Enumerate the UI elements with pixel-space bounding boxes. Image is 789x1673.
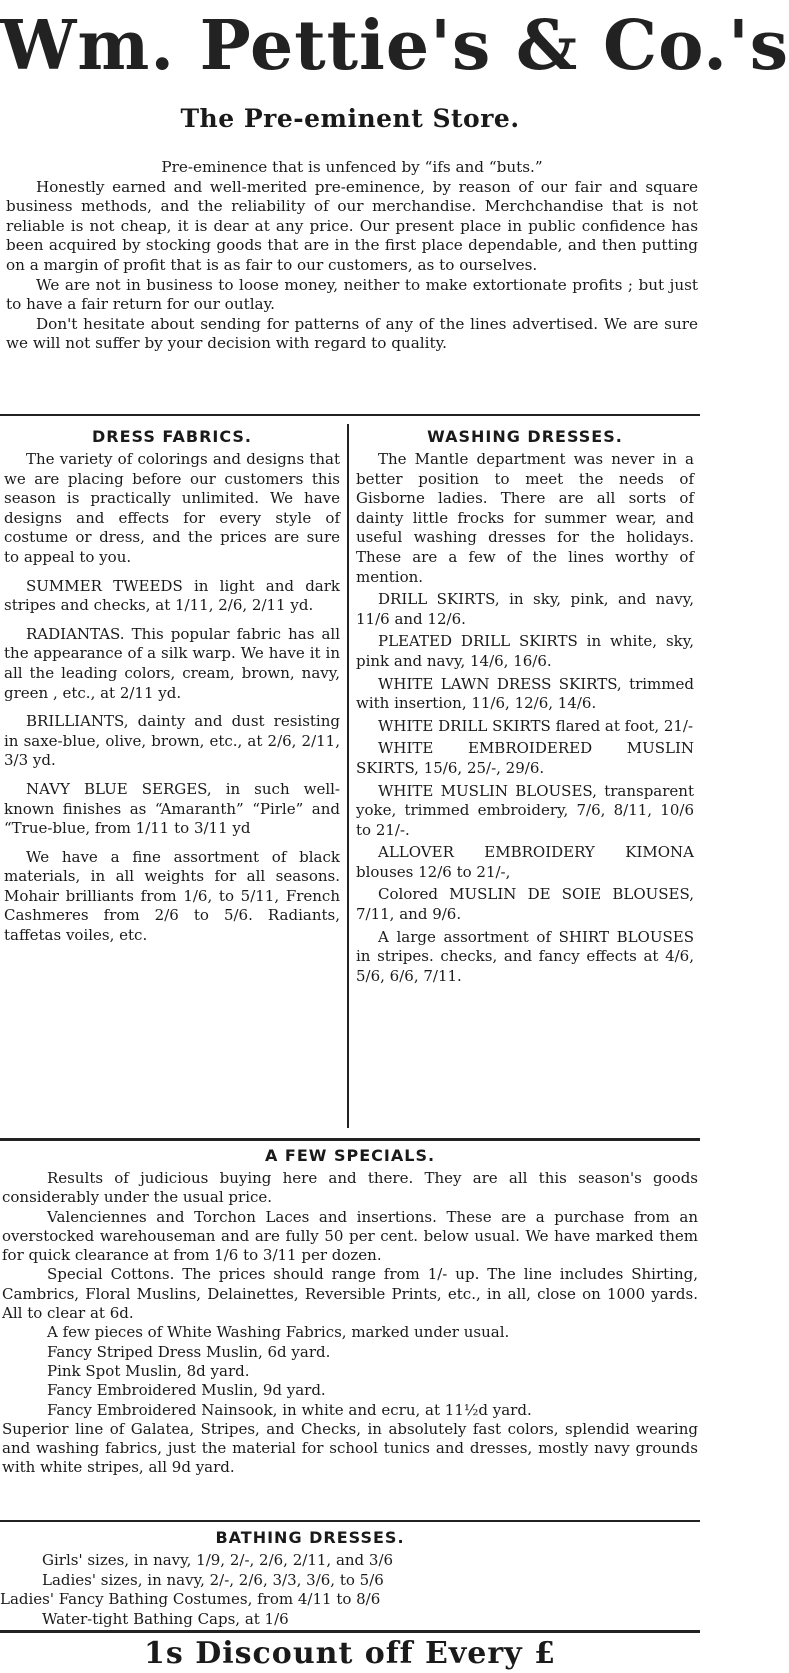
specials-paragraph: Special Cottons. The prices should range from 1/- up. The line includes Shirting, Cambrics, Floral Muslins, Delainettes, Reversible Prints, etc., in all, close on 1000 yards. All to clear at 6d. — [2, 1265, 698, 1323]
radiantas-item: RADIANTAS. This popular fabric has all the appearance of a silk warp. We have it in all the leading colors, cream, brown, navy, green , etc., at 2/11 yd. — [4, 624, 340, 702]
washing-dresses-heading: WASHING DRESSES. — [427, 427, 623, 446]
embroidered-skirts-item: WHITE EMBROIDERED MUSLIN SKIRTS, 15/6, 25/-, 29/6. — [356, 739, 694, 777]
specials-paragraph: Valenciennes and Torchon Laces and insertions. These are a purchase from an overstocked warehouseman and are fully 50 per cent. below usual. We have marked them for quick clearance at from 1/6 to 3/11 per dozen. — [2, 1207, 698, 1265]
bathing-item: Ladies' Fancy Bathing Costumes, from 4/11 to 8/6 — [0, 1590, 381, 1609]
dress-fabrics-heading: DRESS FABRICS. — [91, 427, 252, 446]
specials-item: Pink Spot Muslin, 8d yard. — [47, 1361, 250, 1380]
column-divider — [347, 424, 349, 1128]
bathing-item: Water-tight Bathing Caps, at 1/6 — [42, 1609, 289, 1628]
lawn-skirts-item: WHITE LAWN DRESS SKIRTS, trimmed with insertion, 11/6, 12/6, 14/6. — [356, 674, 694, 713]
bathing-item: Girls' sizes, in navy, 1/9, 2/-, 2/6, 2/11, and 3/6 — [42, 1551, 394, 1569]
navy-serges-item: NAVY BLUE SERGES, in such well-known finishes as “Amaranth” “Pirle” and “True-blue, from 1/11 to 3/11 yd — [4, 779, 340, 838]
washing-dresses-column — [356, 424, 694, 989]
muslin-blouses-item: WHITE MUSLIN BLOUSES, transparent yoke, trimmed embroidery, 7/6, 8/11, 10/6 to 21/-. — [356, 781, 694, 839]
washing-dresses-intro: The Mantle department was never in a better position to meet the needs of Gisborne ladies. There are all sorts of dainty little frocks for summer wear, and useful washing dresses for the holidays. These are a few of the lines worthy of mention. — [356, 450, 694, 586]
bathing-heading: BATHING DRESSES. — [215, 1528, 405, 1547]
store-subtitle: The Pre-eminent Store. — [180, 104, 520, 133]
specials-section — [2, 1143, 698, 1478]
specials-item: A few pieces of White Washing Fabrics, marked under usual. — [47, 1323, 510, 1342]
intro-paragraph: Honestly earned and well-merited pre-eminence, by reason of our fair and square business methods, and the reliability of our merchandise. Merchchandise that is not reliable is not cheap, it is dear at any price. Our present place in public confidence has been acquired by stocking goods that are in the first place dependable, and then putting on a margin of profit that is as fair to our customers, as to ourselves. — [6, 177, 698, 274]
specials-item: Fancy Embroidered Nainsook, in white and ecru, at 11½d yard. — [47, 1400, 532, 1419]
intro-paragraph: We are not in business to loose money, neither to make extortionate profits ; but just to have a fair return for our outlay. — [6, 275, 698, 314]
dress-fabrics-column — [4, 424, 340, 955]
bathing-section — [0, 1525, 700, 1629]
white-drill-item: WHITE DRILL SKIRTS flared at foot, 21/- — [378, 716, 694, 735]
drill-skirts-item: DRILL SKIRTS, in sky, pink, and navy, 11/6 and 12/6. — [356, 590, 694, 628]
specials-item: Fancy Striped Dress Muslin, 6d yard. — [47, 1342, 331, 1361]
divider — [0, 1138, 700, 1141]
black-materials-item: We have a fine assortment of black materials, in all weights for all seasons. Mohair brilliants from 1/6, to 5/11, French Cashmeres from 2/6 to 5/6. Radiants, taffetas voiles, etc. — [4, 847, 340, 945]
intro-text — [6, 158, 698, 354]
specials-paragraph: Superior line of Galatea, Stripes, and Checks, in absolutely fast colors, splendid wearing and washing fabrics, just the material for school tunics and dresses, mostly navy grounds with white stripes, all 9d yard. — [2, 1419, 698, 1477]
summer-tweeds-item: SUMMER TWEEDS in light and dark stripes and checks, at 1/11, 2/6, 2/11 yd. — [4, 576, 340, 615]
kimona-item: ALLOVER EMBROIDERY KIMONA blouses 12/6 to 21/-, — [356, 843, 694, 881]
bathing-item: Ladies' sizes, in navy, 2/-, 2/6, 3/3, 3/6, to 5/6 — [42, 1570, 384, 1589]
shirt-blouses-item: A large assortment of SHIRT BLOUSES in stripes. checks, and fancy effects at 4/6, 5/6, 6/6, 7/11. — [356, 927, 694, 985]
intro-tagline: Pre-eminence that is unfenced by “ifs and “buts.” — [161, 158, 543, 176]
store-masthead: Wm. Pettie's & Co.'s — [0, 6, 789, 86]
specials-item: Fancy Embroidered Muslin, 9d yard. — [47, 1381, 326, 1400]
intro-paragraph: Don't hesitate about sending for patterns of any of the lines advertised. We are sure we will not suffer by your decision with regard to quality. — [6, 314, 698, 353]
discount-banner: 1s Discount off Every £ — [144, 1636, 556, 1671]
divider — [0, 1630, 700, 1633]
muslin-de-soie-item: Colored MUSLIN DE SOIE BLOUSES, 7/11, and 9/6. — [356, 885, 694, 924]
divider — [0, 1520, 700, 1522]
divider — [0, 414, 700, 416]
specials-paragraph: Results of judicious buying here and there. They are all this season's goods considerably under the usual price. — [2, 1169, 698, 1207]
pleated-skirts-item: PLEATED DRILL SKIRTS in white, sky, pink and navy, 14/6, 16/6. — [356, 632, 694, 670]
brilliants-item: BRILLIANTS, dainty and dust resisting in saxe-blue, olive, brown, etc., at 2/6, 2/11, 3/3 yd. — [4, 712, 340, 770]
dress-fabrics-intro: The variety of colorings and designs that we are placing before our customers this season is practically unlimited. We have designs and effects for every style of costume or dress, and the prices are sure to appeal to you. — [4, 450, 340, 566]
specials-heading: A FEW SPECIALS. — [264, 1146, 436, 1165]
